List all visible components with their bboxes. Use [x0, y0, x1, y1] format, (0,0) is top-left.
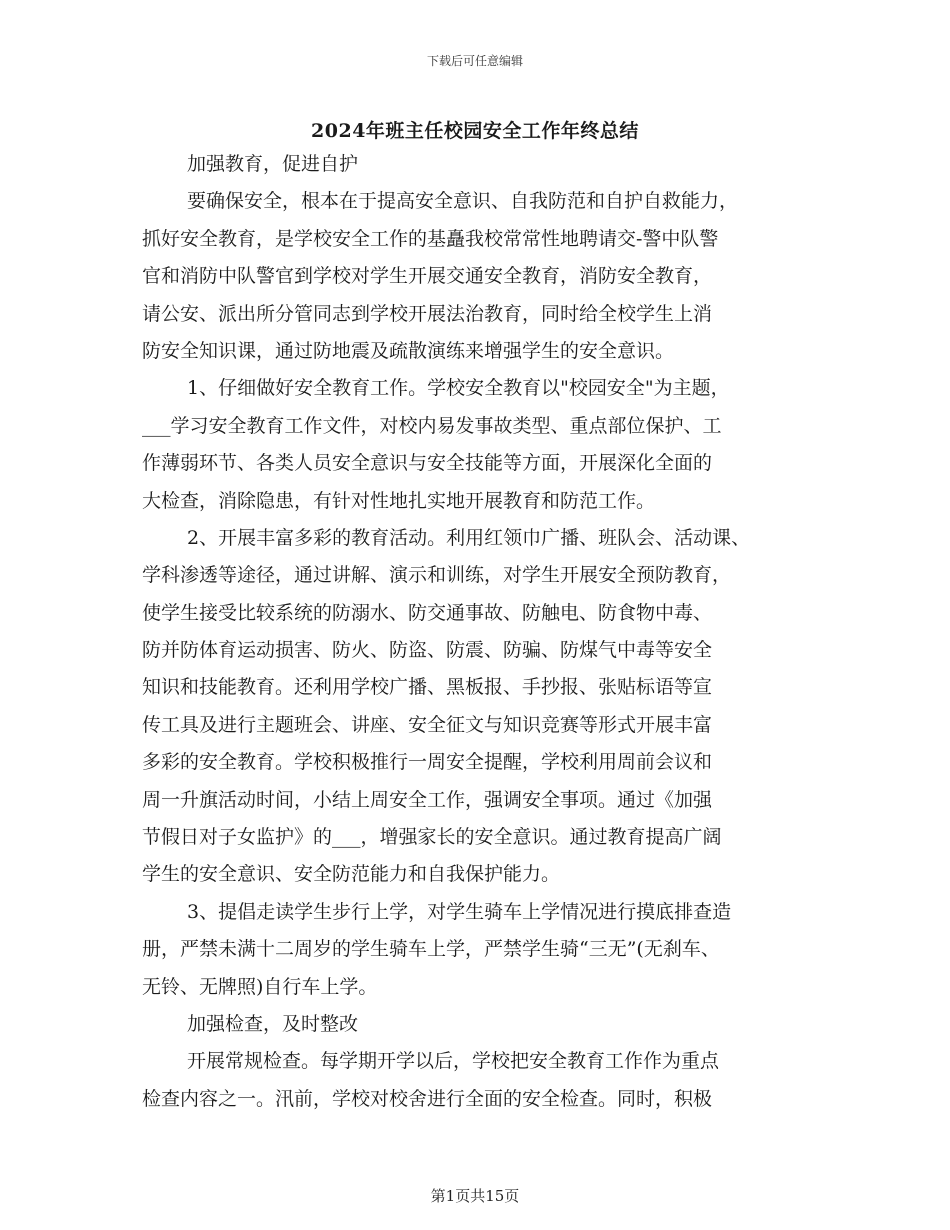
body-line: 使学生接受比较系统的防溺水、防交通事故、防触电、防食物中毒、	[142, 601, 713, 624]
page-number: 第1页共15页	[430, 1187, 520, 1205]
body-line: 知识和技能教育。还利用学校广播、黑板报、手抄报、张贴标语等宣	[142, 676, 713, 699]
body-line: 2、开展丰富多彩的教育活动。利用红领巾广播、班队会、活动课、	[187, 526, 751, 549]
body-line: 检查内容之一。汛前，学校对校舍进行全面的安全检查。同时，积极	[142, 1087, 713, 1110]
body-line: 作薄弱环节、各类人员安全意识与安全技能等方面，开展深化全面的	[142, 452, 713, 475]
body-line: 周一升旗活动时间，小结上周安全工作，强调安全事项。通过《加强	[142, 788, 713, 811]
body-line: 多彩的安全教育。学校积极推行一周安全提醒，学校利用周前会议和	[142, 751, 713, 774]
body-line: 加强检查，及时整改	[187, 1012, 359, 1035]
body-line: 抓好安全教育，是学校安全工作的基矗我校常常性地聘请交-警中队警	[142, 227, 719, 250]
body-line: 3、提倡走读学生步行上学，对学生骑车上学情况进行摸底排查造	[187, 900, 732, 923]
body-line: 请公安、派出所分管同志到学校开展法治教育，同时给全校学生上消	[142, 302, 713, 325]
body-line: 要确保安全，根本在于提高安全意识、自我防范和自护自救能力，	[187, 190, 739, 213]
body-line: 1、仔细做好安全教育工作。学校安全教育以"校园安全"为主题，	[187, 377, 730, 400]
body-line: 加强教育，促进自护	[187, 153, 359, 175]
body-line: 学生的安全意识、安全防范能力和自我保护能力。	[142, 863, 561, 886]
document-title: 2024年班主任校园安全工作年终总结	[311, 120, 639, 142]
body-line: 大检查，消除隐患，有针对性地扎实地开展教育和防范工作。	[142, 489, 656, 512]
body-line: 节假日对子女监护》的___，增强家长的安全意识。通过教育提高广阔	[142, 826, 722, 849]
body-line: 册，严禁未满十二周岁的学生骑车上学，严禁学生骑“三无”(无刹车、	[142, 938, 720, 961]
body-line: 无铃、无牌照)自行车上学。	[142, 975, 378, 998]
body-line: 防并防体育运动损害、防火、防盗、防震、防骗、防煤气中毒等安全	[142, 639, 713, 662]
document-body	[142, 146, 842, 1118]
body-line: 学科渗透等途径，通过讲解、演示和训练，对学生开展安全预防教育，	[142, 564, 732, 587]
body-line: 传工具及进行主题班会、讲座、安全征文与知识竞赛等形式开展丰富	[142, 713, 713, 736]
body-line: 官和消防中队警官到学校对学生开展交通安全教育，消防安全教育，	[142, 265, 713, 288]
body-line: 开展常规检查。每学期开学以后，学校把安全教育工作作为重点	[187, 1050, 720, 1073]
body-line: ___学习安全教育工作文件，对校内易发事故类型、重点部位保护、工	[142, 414, 722, 437]
body-line: 防安全知识课，通过防地震及疏散演练来增强学生的安全意识。	[142, 339, 675, 362]
page-header-note: 下载后可任意编辑	[426, 54, 523, 68]
